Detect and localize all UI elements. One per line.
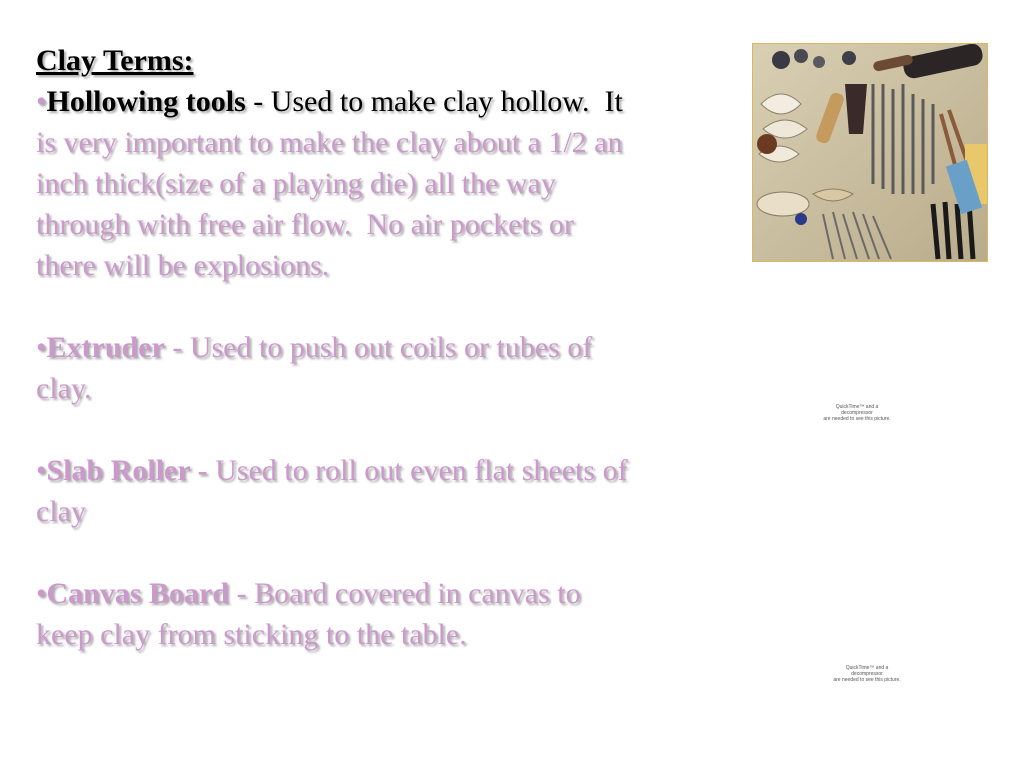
quicktime-placeholder (797, 404, 917, 422)
term-slab-roller: Slab Roller (46, 454, 191, 487)
bullet: • (36, 454, 47, 487)
term-extruder: Extruder (46, 331, 165, 364)
bullet: • (36, 331, 47, 364)
list-item-hollowing-tools (36, 81, 726, 122)
slide-text-block (36, 40, 726, 655)
separator: - (245, 85, 271, 118)
description-slab-roller-line-2: clay (36, 495, 86, 528)
separator: - (229, 577, 255, 610)
spacer (36, 409, 726, 450)
description-extruder-line-2: clay. (36, 372, 92, 405)
bullet: • (36, 85, 47, 118)
quicktime-placeholder-line: are needed to see this picture. (823, 416, 891, 422)
list-item-slab-roller (36, 450, 726, 491)
clay-tools-photo (752, 43, 988, 262)
list-item-extruder (36, 327, 726, 368)
spacer (36, 286, 726, 327)
clay-tools-photo-icon (753, 44, 987, 261)
description-hollowing-tools-line-1: Used to make clay hollow. It (270, 85, 623, 118)
separator: - (190, 454, 216, 487)
slide-title: Clay Terms: (36, 44, 194, 77)
description-canvas-board-line-2: keep clay from sticking to the table. (36, 618, 467, 651)
description-extruder-line-1: Used to push out coils or tubes of (189, 331, 593, 364)
bullet: • (36, 577, 47, 610)
separator: - (164, 331, 190, 364)
list-item-canvas-board (36, 573, 726, 614)
quicktime-placeholder-line: QuickTime™ and a (835, 404, 879, 410)
spacer (36, 532, 726, 573)
quicktime-placeholder-line: decompressor (851, 671, 883, 677)
description-hollowing-tools-line-3: inch thick(size of a playing die) all the way (36, 167, 556, 200)
term-canvas-board: Canvas Board (46, 577, 230, 610)
description-canvas-board-line-1: Board covered in canvas to (254, 577, 581, 610)
description-hollowing-tools-line-4: through with free air flow. No air pockets or (36, 208, 574, 241)
description-hollowing-tools-line-5: there will be explosions. (36, 249, 330, 282)
quicktime-placeholder-line: decompressor (841, 410, 873, 416)
term-hollowing-tools: Hollowing tools (46, 85, 246, 118)
description-slab-roller-line-1: Used to roll out even flat sheets of (215, 454, 628, 487)
quicktime-placeholder-line: are needed to see this picture. (833, 677, 901, 683)
description-hollowing-tools-line-2: is very important to make the clay about a 1/2 an (36, 126, 623, 159)
quicktime-placeholder (807, 665, 927, 683)
quicktime-placeholder-line: QuickTime™ and a (845, 665, 889, 671)
